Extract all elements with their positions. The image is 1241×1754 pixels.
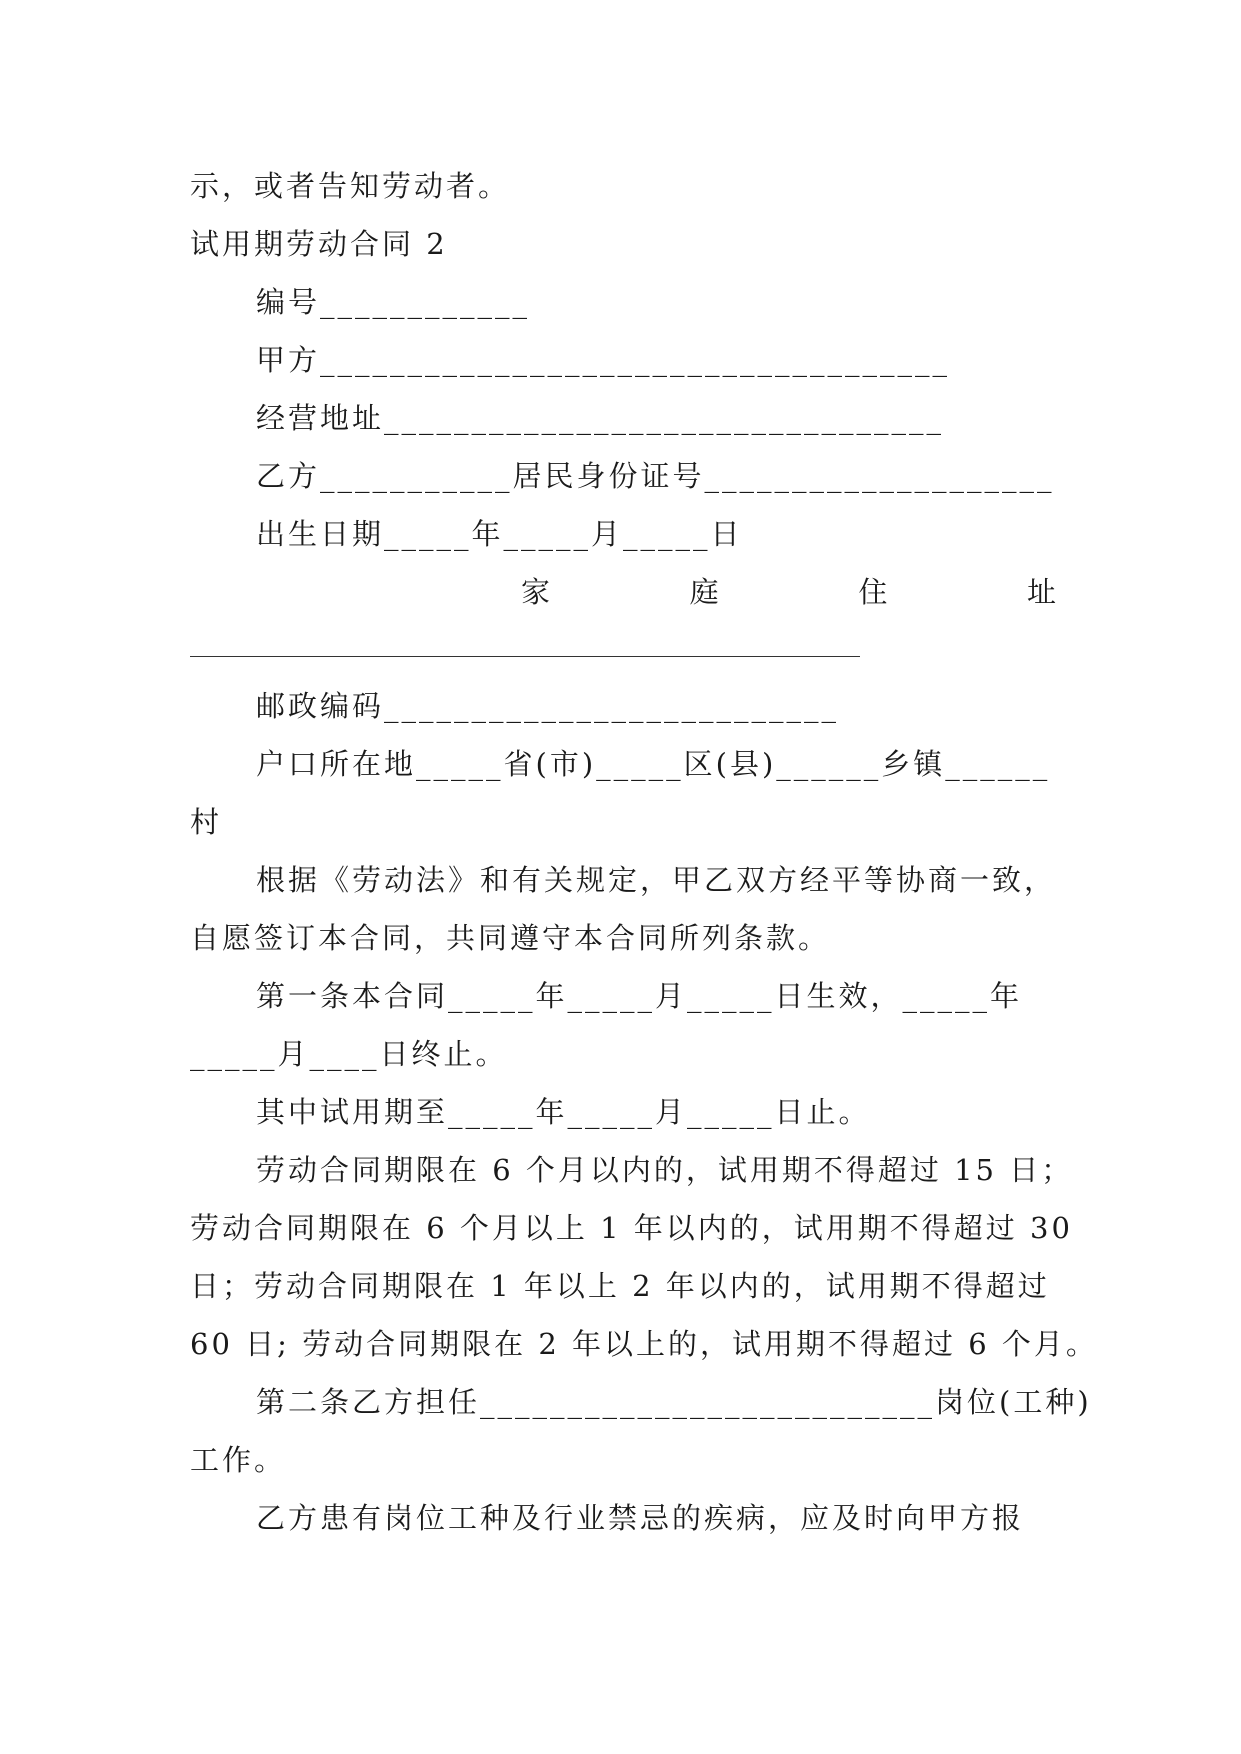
home-address-char: 址 xyxy=(1026,575,1056,609)
field-birth-date: 出生日期_____年_____月_____日 xyxy=(256,517,743,551)
field-home-address xyxy=(256,574,1056,610)
text-line: 日；劳动合同期限在 1 年以上 2 年以内的，试用期不得超过 xyxy=(190,1269,1050,1303)
field-party-b: 乙方___________居民身份证号____________________ xyxy=(256,459,1055,493)
text-line: 乙方患有岗位工种及行业禁忌的疾病，应及时向甲方报 xyxy=(256,1501,1025,1535)
field-business-address: 经营地址________________________________ xyxy=(256,401,945,435)
field-party-a: 甲方____________________________________ xyxy=(256,343,951,377)
text-line: 劳动合同期限在 6 个月以上 1 年以内的，试用期不得超过 30 xyxy=(190,1211,1073,1245)
text-line: 60 日; 劳动合同期限在 2 年以上的，试用期不得超过 6 个月。 xyxy=(190,1327,1098,1361)
home-address-char: 家 xyxy=(521,575,551,609)
text-line: 其中试用期至_____年_____月_____日止。 xyxy=(256,1095,871,1129)
section-title: 试用期劳动合同 2 xyxy=(190,227,448,261)
text-line: 工作。 xyxy=(190,1443,287,1477)
field-postal-code: 邮政编码__________________________ xyxy=(256,689,840,723)
text-line: 示，或者告知劳动者。 xyxy=(190,169,511,203)
clause-two: 第二条乙方担任__________________________岗位(工种) xyxy=(256,1385,1092,1419)
text-line: 自愿签订本合同，共同遵守本合同所列条款。 xyxy=(190,921,831,955)
text-line: 村 xyxy=(190,805,223,839)
home-address-char: 住 xyxy=(858,575,888,609)
field-number: 编号____________ xyxy=(256,285,531,319)
text-line: 劳动合同期限在 6 个月以内的，试用期不得超过 15 日； xyxy=(256,1153,1074,1187)
text-line: _____月____日终止。 xyxy=(190,1037,508,1071)
field-household-registration: 户口所在地_____省(市)_____区(县)______乡镇______ xyxy=(256,747,1051,781)
text-line: 根据《劳动法》和有关规定，甲乙双方经平等协商一致， xyxy=(256,863,1057,897)
home-address-underline xyxy=(190,656,860,657)
home-address-char: 庭 xyxy=(689,575,719,609)
clause-one: 第一条本合同_____年_____月_____日生效，_____年 xyxy=(256,979,1023,1013)
